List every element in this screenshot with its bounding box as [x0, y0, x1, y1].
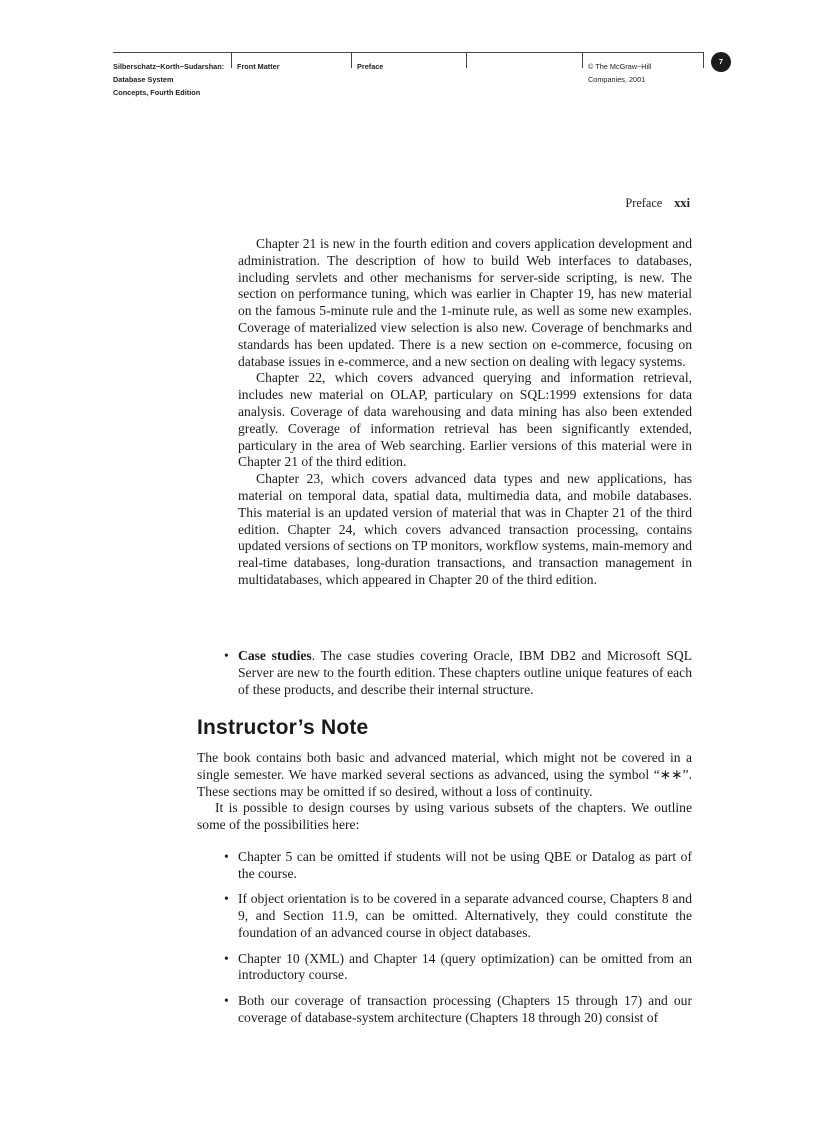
header-rule — [113, 52, 703, 53]
paragraph-chapter-22: Chapter 22, which covers advanced querying and information retrieval, includes new material on OLAP, particulary on SQL:1999 extensions for data analysis. Coverage of data warehousing and data mining has also been extended greatly. Coverage of information retrieval has been significantly extended, particulary in the area of Web searching. Earlier versions of this material were in Chapter 21 of the third edition. — [238, 370, 692, 470]
instructors-note-body — [197, 750, 692, 834]
header-publisher — [588, 60, 651, 86]
bullet-icon: • — [224, 992, 229, 1008]
list-item-text: If object orientation is to be covered in a separate advanced course, Chapters 8 and 9, and Section 11.9, can be omitted. Alternatively, they could constitute the foundation of an advanced course in object databases. — [238, 891, 692, 940]
page-number-badge: 7 — [711, 52, 731, 72]
header-divider — [703, 52, 704, 68]
bullet-icon: • — [224, 849, 229, 864]
header-divider — [231, 52, 232, 68]
paragraph-chapter-21: Chapter 21 is new in the fourth edition and covers application development and administration. The description of how to build Web interfaces to databases, including servlets and other mechanisms for server-side scripting, is new. The section on performance tuning, which was earlier in Chapter 19, has new material on the famous 5-minute rule and the 1-minute rule, as well as some new examples. Coverage of materialized view selection is also new. Coverage of benchmarks and standards has been updated. There is a new section on e-commerce, focusing on database issues in e-commerce, and a new section on dealing with legacy systems. — [238, 236, 692, 369]
bullet-icon: • — [224, 648, 229, 663]
header-divider — [351, 52, 352, 68]
header-book-title-2: Concepts, Fourth Edition — [113, 88, 201, 97]
page-folio — [625, 196, 690, 211]
case-studies-label: Case studies — [238, 648, 312, 663]
list-item — [224, 891, 692, 941]
list-item-text: Both our coverage of transaction processing (Chapters 15 through 17) and our coverage of database-system architecture (Chapters 18 through 20) consist of — [238, 992, 692, 1025]
header-chapter: Preface — [357, 62, 384, 71]
list-item-text: Chapter 10 (XML) and Chapter 14 (query optimization) can be omitted from an introductory course. — [238, 950, 692, 983]
list-item — [224, 992, 692, 1027]
bullet-icon: • — [224, 891, 229, 907]
folio-page-number: xxi — [674, 196, 690, 210]
list-item — [224, 950, 692, 985]
header-book-title-1: Database System — [113, 75, 174, 84]
header-part: Front Matter — [237, 62, 280, 71]
header-divider — [582, 52, 583, 68]
note-paragraph-1: The book contains both basic and advanced material, which might not be covered in a single semester. We have marked several sections as advanced, using the symbol “∗∗”. These sections may be omitted if so desired, without a loss of continuity. — [197, 750, 692, 799]
case-studies-text: . The case studies covering Oracle, IBM DB2 and Microsoft SQL Server are new to the fourth edition. These chapters outline unique features of each of these products, and describe their internal structure. — [238, 648, 692, 697]
folio-section: Preface — [625, 196, 663, 210]
header-authors: Silberschatz−Korth−Sudarshan: — [113, 62, 225, 71]
list-item — [224, 849, 692, 883]
header-book-info — [113, 60, 224, 99]
case-studies-item — [224, 648, 692, 698]
header-publisher-line-1: © The McGraw−Hill — [588, 62, 652, 71]
course-options-list — [224, 849, 692, 1035]
bullet-icon: • — [224, 950, 229, 966]
chapter-descriptions — [238, 236, 692, 589]
running-header — [113, 52, 724, 112]
header-divider — [466, 52, 467, 68]
paragraph-chapter-23-24: Chapter 23, which covers advanced data types and new applications, has material on temporal data, spatial data, multimedia data, and mobile databases. This material is an updated version of material that was in Chapter 21 of the third edition. Chapter 24, which covers advanced transaction processing, contains updated versions of sections on TP monitors, workflow systems, main-memory and real-time databases, long-duration transactions, and transaction management in multidatabases, which appeared in Chapter 20 of the third edition. — [238, 471, 692, 587]
header-publisher-line-2: Companies, 2001 — [588, 75, 646, 84]
section-title: Instructor’s Note — [197, 716, 369, 739]
list-item-text: Chapter 5 can be omitted if students will not be using QBE or Datalog as part of the course. — [238, 849, 692, 881]
note-paragraph-2: It is possible to design courses by using various subsets of the chapters. We outline some of the possibilities here: — [197, 800, 692, 833]
